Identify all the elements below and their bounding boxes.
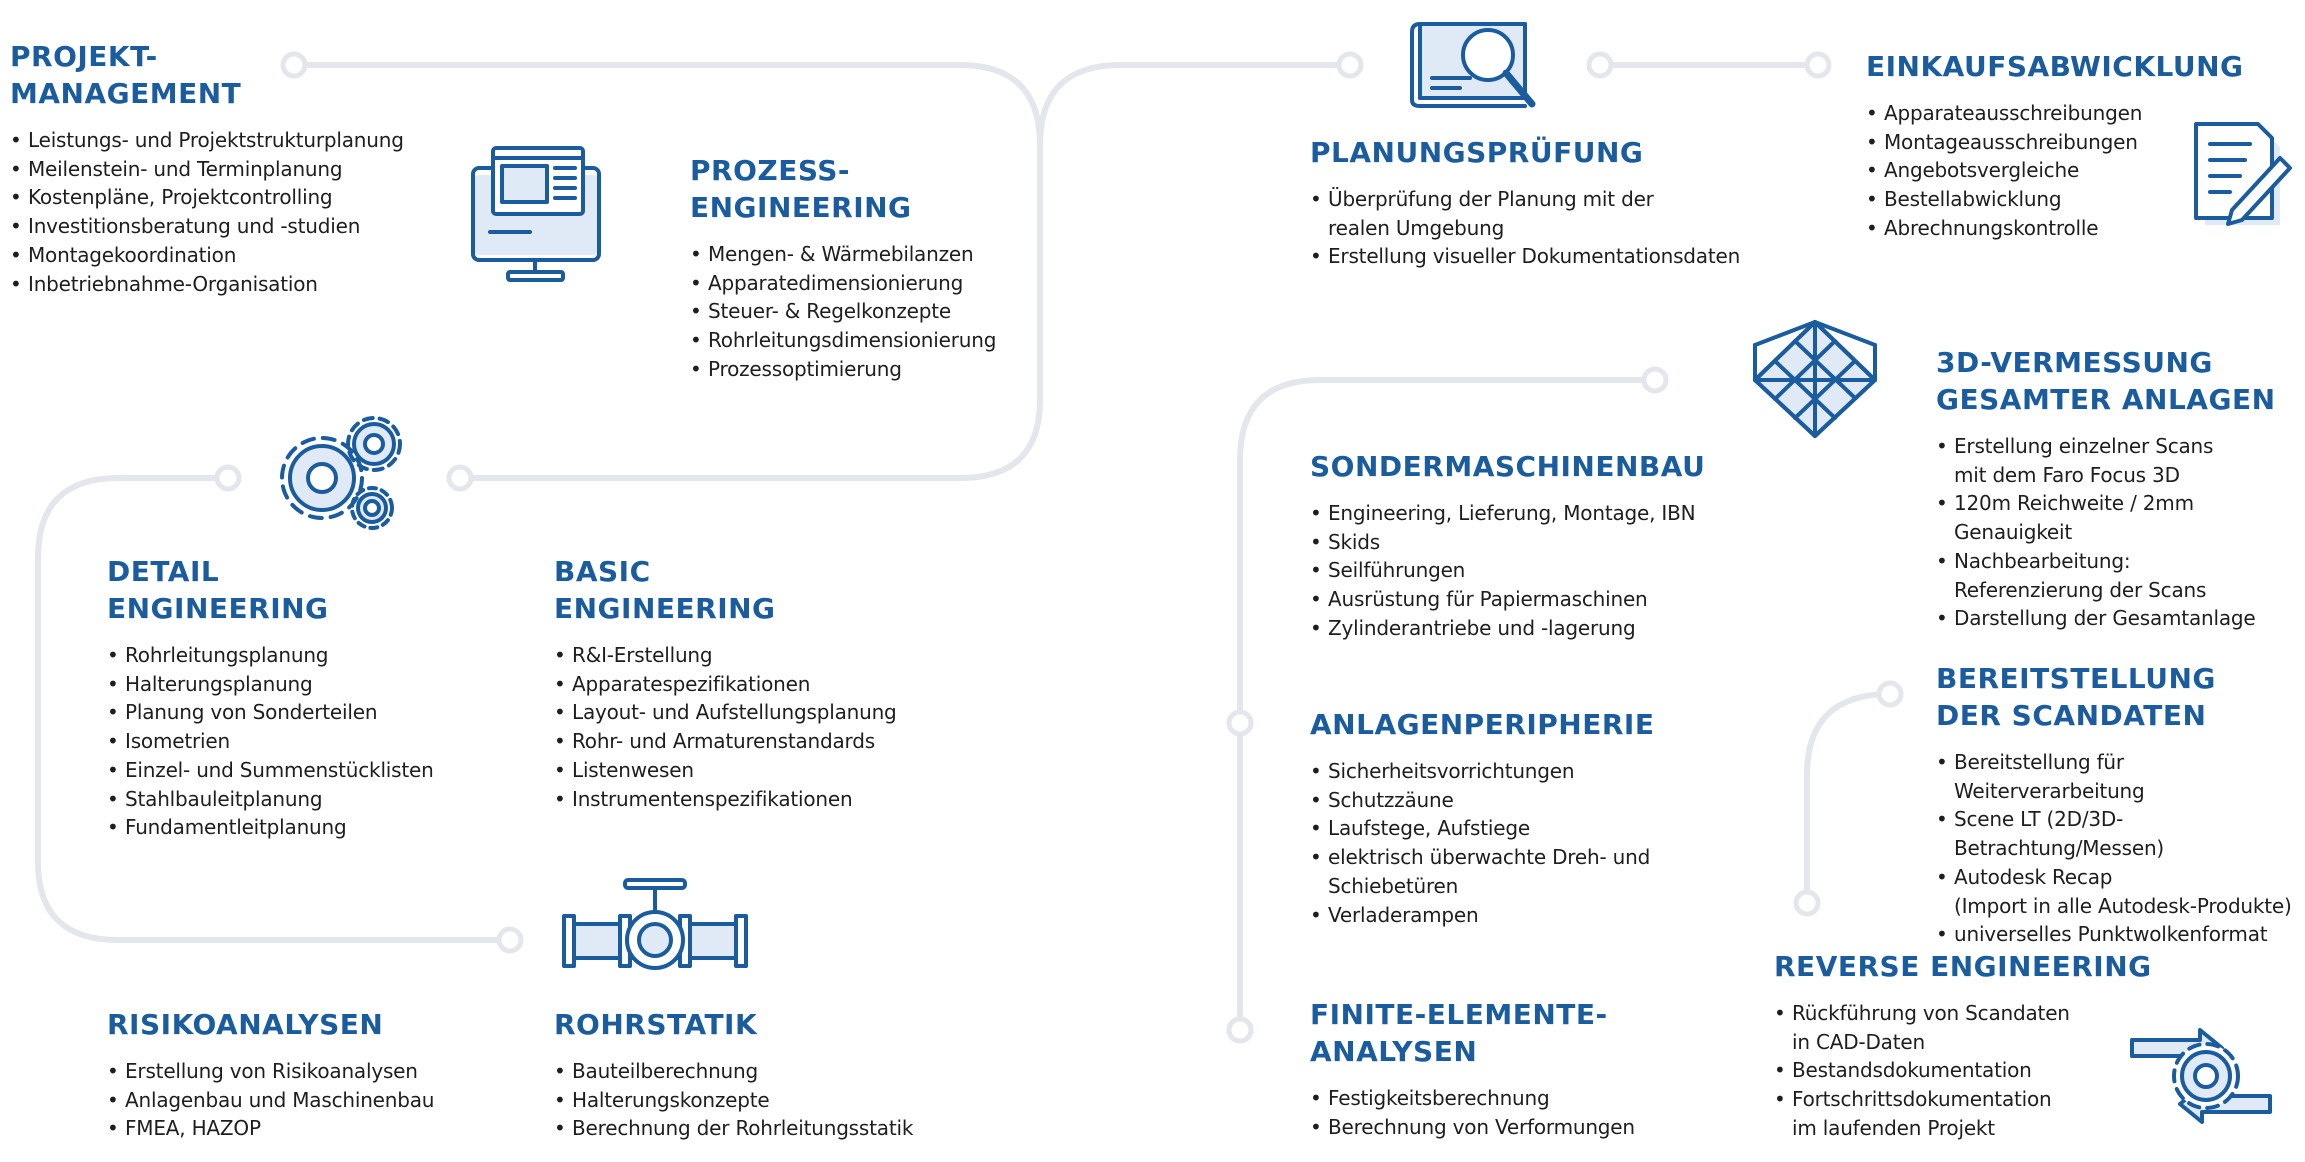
section-detailengineering bbox=[107, 553, 434, 842]
item-list bbox=[1310, 499, 1705, 643]
list-item: • Sicherheitsvorrichtungen bbox=[1310, 757, 1654, 786]
item-list bbox=[1866, 99, 2244, 243]
section-bereitstellung bbox=[1936, 660, 2305, 949]
item-list bbox=[554, 1057, 913, 1143]
list-item: • Autodesk Recap (Import in alle Autodesk-Produkte) bbox=[1936, 863, 2305, 920]
section-reverseengineering bbox=[1774, 948, 2152, 1143]
section-title: ANLAGENPERIPHERIE bbox=[1310, 708, 1655, 741]
list-item: • Anlagenbau und Maschinenbau bbox=[107, 1086, 434, 1115]
list-item: • elektrisch überwachte Dreh- und Schiebetüren bbox=[1310, 843, 1654, 900]
section-title: EINKAUFSABWICKLUNG bbox=[1866, 50, 2244, 83]
list-item: • Mengen- & Wärmebilanzen bbox=[690, 240, 996, 269]
list-item: • Darstellung der Gesamtanlage bbox=[1936, 604, 2305, 633]
list-item: • Bauteilberechnung bbox=[554, 1057, 913, 1086]
list-item: • Stahlbauleitplanung bbox=[107, 785, 434, 814]
section-title: PROZESS- ENGINEERING bbox=[690, 154, 912, 224]
list-item: • Seilführungen bbox=[1310, 556, 1705, 585]
list-item: • Apparateausschreibungen bbox=[1866, 99, 2244, 128]
list-item: • Überprüfung der Planung mit der realen Umgebung bbox=[1310, 185, 1740, 242]
gears-icon bbox=[282, 418, 400, 528]
section-title: RISIKOANALYSEN bbox=[107, 1008, 384, 1041]
list-item: • Festigkeitsberechnung bbox=[1310, 1084, 1635, 1113]
list-item: • Halterungsplanung bbox=[107, 670, 434, 699]
list-item: • Fortschrittsdokumentation im laufenden Projekt bbox=[1774, 1085, 2152, 1142]
list-item: • Ausrüstung für Papiermaschinen bbox=[1310, 585, 1705, 614]
section-prozessengineering bbox=[690, 152, 996, 384]
list-item: • Nachbearbeitung: Referenzierung der Scans bbox=[1936, 547, 2305, 604]
section-sondermaschinenbau bbox=[1310, 448, 1705, 643]
list-item: • Rohrleitungsdimensionierung bbox=[690, 326, 996, 355]
list-item: • Apparatedimensionierung bbox=[690, 269, 996, 298]
list-item: • Verladerampen bbox=[1310, 901, 1654, 930]
list-item: • Rohr- und Armaturenstandards bbox=[554, 727, 897, 756]
section-einkaufsabwicklung bbox=[1866, 48, 2244, 243]
list-item: • Schutzzäune bbox=[1310, 786, 1654, 815]
item-list bbox=[1310, 1084, 1635, 1141]
3d-grid-cube-icon bbox=[1755, 322, 1875, 436]
list-item: • Kostenpläne, Projektcontrolling bbox=[10, 183, 404, 212]
gear-arrows-icon bbox=[2132, 1030, 2270, 1122]
list-item: • 120m Reichweite / 2mm Genauigkeit bbox=[1936, 489, 2305, 546]
section-3d-vermessung bbox=[1936, 344, 2305, 633]
item-list bbox=[1310, 757, 1654, 929]
list-item: • Montagekoordination bbox=[10, 241, 404, 270]
section-title: ROHRSTATIK bbox=[554, 1008, 758, 1041]
list-item: • Engineering, Lieferung, Montage, IBN bbox=[1310, 499, 1705, 528]
list-item: • Leistungs- und Projektstrukturplanung bbox=[10, 126, 404, 155]
list-item: • Bereitstellung für Weiterverarbeitung bbox=[1936, 748, 2305, 805]
section-title: BEREITSTELLUNG DER SCANDATEN bbox=[1936, 662, 2216, 732]
item-list bbox=[1310, 185, 1740, 271]
list-item: • Isometrien bbox=[107, 727, 434, 756]
list-item: • Inbetriebnahme-Organisation bbox=[10, 270, 404, 299]
section-title: FINITE-ELEMENTE- ANALYSEN bbox=[1310, 998, 1608, 1068]
section-projektmanagement bbox=[10, 38, 404, 298]
item-list bbox=[10, 126, 404, 298]
list-item: • Apparatespezifikationen bbox=[554, 670, 897, 699]
section-title: REVERSE ENGINEERING bbox=[1774, 950, 2152, 983]
list-item: • Steuer- & Regelkonzepte bbox=[690, 297, 996, 326]
list-item: • Listenwesen bbox=[554, 756, 897, 785]
list-item: • Laufstege, Aufstiege bbox=[1310, 814, 1654, 843]
list-item: • Erstellung von Risikoanalysen bbox=[107, 1057, 434, 1086]
section-title: PLANUNGSPRÜFUNG bbox=[1310, 136, 1644, 169]
section-title: SONDERMASCHINENBAU bbox=[1310, 450, 1706, 483]
list-item: • Montageausschreibungen bbox=[1866, 128, 2244, 157]
section-anlagenperipherie bbox=[1310, 706, 1654, 929]
list-item: • Berechnung der Rohrleitungsstatik bbox=[554, 1114, 913, 1143]
list-item: • Layout- und Aufstellungsplanung bbox=[554, 698, 897, 727]
list-item: • Angebotsvergleiche bbox=[1866, 156, 2244, 185]
item-list bbox=[1936, 432, 2305, 633]
list-item: • Skids bbox=[1310, 528, 1705, 557]
item-list bbox=[554, 641, 897, 813]
item-list bbox=[690, 240, 996, 384]
list-item: • Zylinderantriebe und -lagerung bbox=[1310, 614, 1705, 643]
list-item: • Bestandsdokumentation bbox=[1774, 1056, 2152, 1085]
section-basicengineering bbox=[554, 553, 897, 813]
list-item: • Bestellabwicklung bbox=[1866, 185, 2244, 214]
list-item: • Rohrleitungsplanung bbox=[107, 641, 434, 670]
list-item: • universelles Punktwolkenformat bbox=[1936, 920, 2305, 949]
list-item: • Halterungskonzepte bbox=[554, 1086, 913, 1115]
list-item: • Investitionsberatung und -studien bbox=[10, 212, 404, 241]
item-list bbox=[1774, 999, 2152, 1143]
item-list bbox=[107, 641, 434, 842]
section-title: DETAIL ENGINEERING bbox=[107, 555, 329, 625]
pipe-valve-icon bbox=[564, 880, 746, 968]
blueprint-magnifier-icon bbox=[1412, 24, 1532, 106]
section-risikoanalysen bbox=[107, 1006, 434, 1143]
list-item: • Abrechnungskontrolle bbox=[1866, 214, 2244, 243]
item-list bbox=[1936, 748, 2305, 949]
list-item: • Planung von Sonderteilen bbox=[107, 698, 434, 727]
list-item: • Einzel- und Summenstücklisten bbox=[107, 756, 434, 785]
list-item: • Prozessoptimierung bbox=[690, 355, 996, 384]
section-finiteelemente bbox=[1310, 996, 1635, 1141]
item-list bbox=[107, 1057, 434, 1143]
list-item: • Fundamentleitplanung bbox=[107, 813, 434, 842]
section-rohrstatik bbox=[554, 1006, 913, 1143]
section-planungspruefung bbox=[1310, 134, 1740, 271]
list-item: • Rückführung von Scandaten in CAD-Daten bbox=[1774, 999, 2152, 1056]
section-title: PROJEKT- MANAGEMENT bbox=[10, 40, 242, 110]
list-item: • Erstellung visueller Dokumentationsdaten bbox=[1310, 242, 1740, 271]
list-item: • Meilenstein- und Terminplanung bbox=[10, 155, 404, 184]
list-item: • Instrumentenspezifikationen bbox=[554, 785, 897, 814]
list-item: • R&I-Erstellung bbox=[554, 641, 897, 670]
list-item: • FMEA, HAZOP bbox=[107, 1114, 434, 1143]
list-item: • Erstellung einzelner Scans mit dem Faro Focus 3D bbox=[1936, 432, 2305, 489]
list-item: • Berechnung von Verformungen bbox=[1310, 1113, 1635, 1142]
computer-monitor-icon bbox=[473, 148, 599, 280]
list-item: • Scene LT (2D/3D-Betrachtung/Messen) bbox=[1936, 805, 2305, 862]
section-title: 3D-VERMESSUNG GESAMTER ANLAGEN bbox=[1936, 346, 2276, 416]
section-title: BASIC ENGINEERING bbox=[554, 555, 776, 625]
